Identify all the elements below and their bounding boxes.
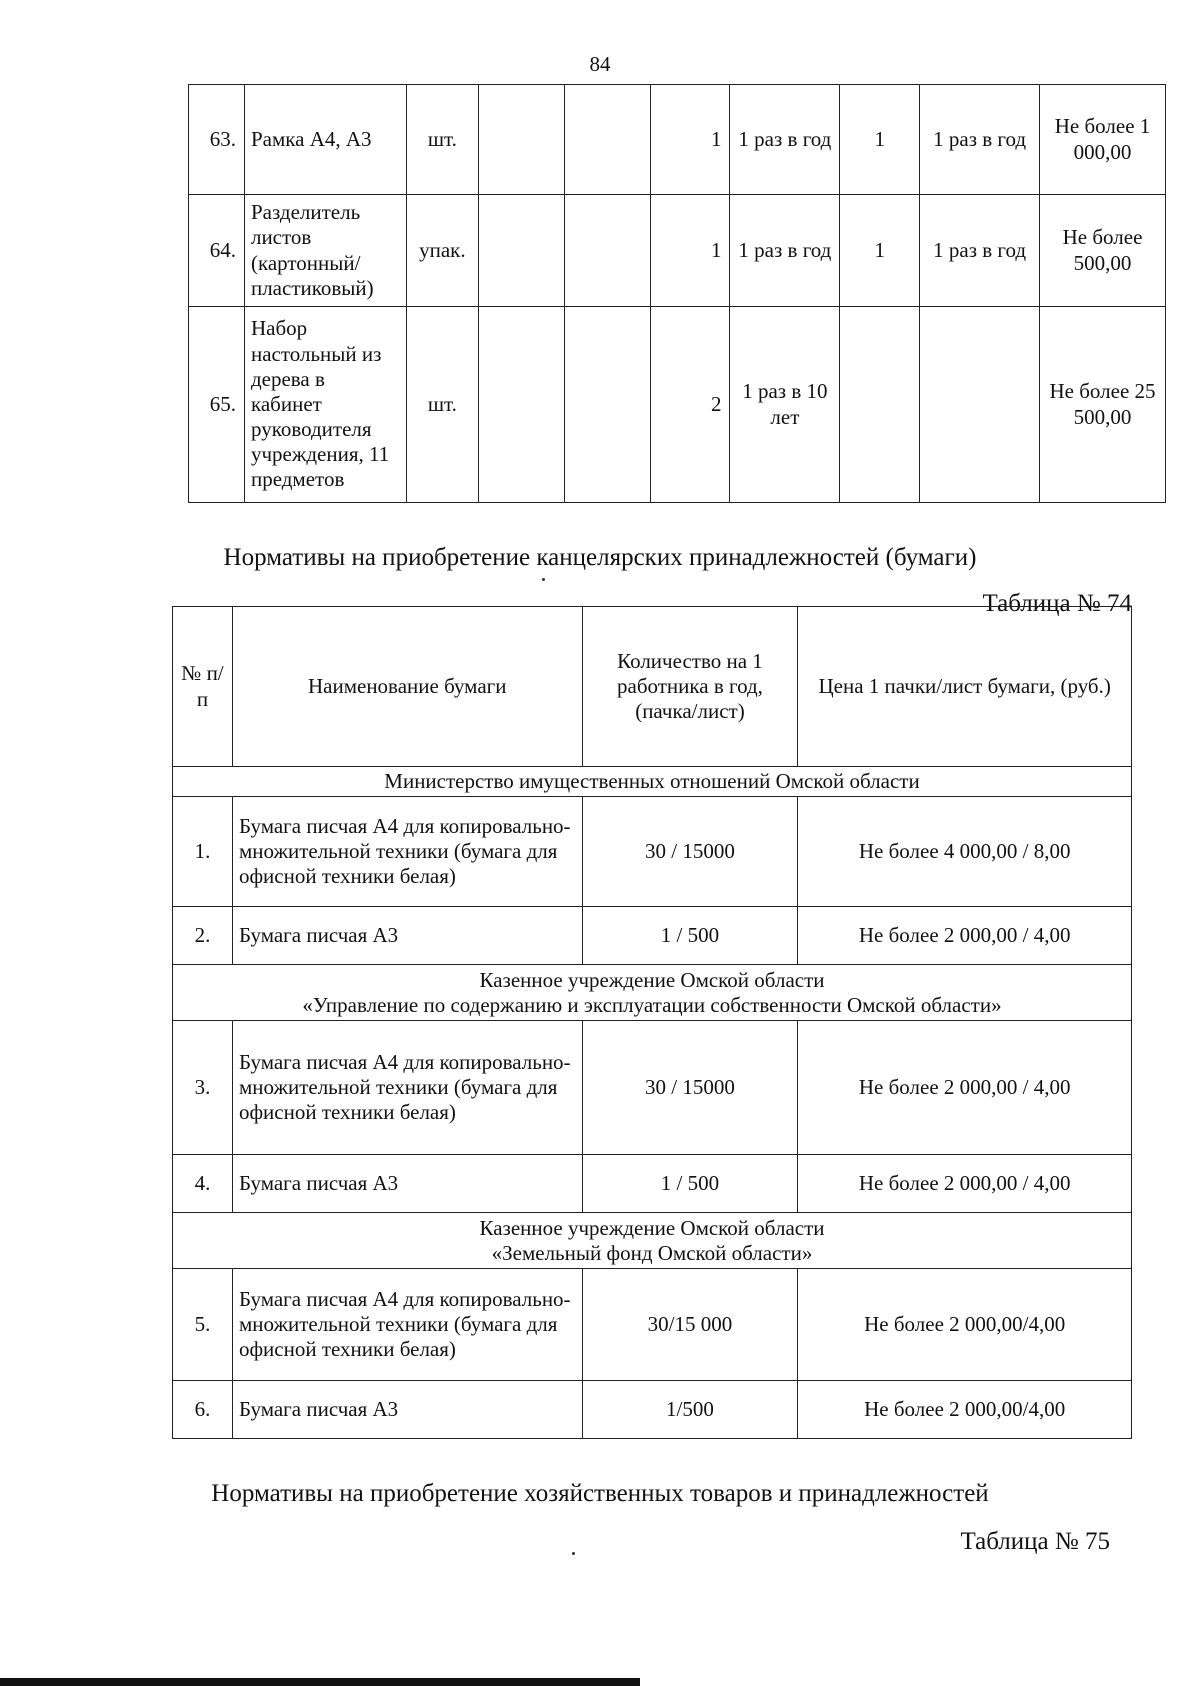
item-name: Рамка А4, А3 bbox=[244, 85, 406, 195]
item-price: Не более 25 500,00 bbox=[1040, 307, 1166, 503]
column-header-quantity: Количество на 1 работника в год, (пачка/лист) bbox=[582, 607, 798, 767]
scan-speck bbox=[542, 578, 545, 581]
group-title bbox=[173, 767, 1132, 797]
table-row bbox=[173, 1269, 1132, 1381]
table-number-75: Таблица № 75 bbox=[960, 1528, 1110, 1555]
row-number: 5. bbox=[173, 1269, 233, 1381]
item-price: Не более 500,00 bbox=[1040, 195, 1166, 307]
paper-name: Бумага писчая А3 bbox=[232, 1381, 582, 1439]
empty-cell bbox=[478, 195, 564, 307]
scan-speck bbox=[572, 1552, 575, 1555]
group-title-line: «Земельный фонд Омской области» bbox=[491, 1240, 813, 1265]
row-number: 3. bbox=[173, 1021, 233, 1155]
group-title-line: «Управление по содержанию и эксплуатации собственности Омской области» bbox=[302, 992, 1002, 1017]
row-number: 6. bbox=[173, 1381, 233, 1439]
table-header-row bbox=[173, 607, 1132, 767]
scan-edge bbox=[0, 1678, 640, 1686]
group-row bbox=[173, 767, 1132, 797]
page-number: 84 bbox=[589, 52, 611, 76]
item-quantity: 1 bbox=[650, 195, 730, 307]
item-period: 1 раз в год bbox=[730, 195, 840, 307]
item-quantity: 1 bbox=[650, 85, 730, 195]
paper-name: Бумага писчая А4 для копировально-множительной техники (бумага для офисной техники белая) bbox=[232, 1269, 582, 1381]
paper-name: Бумага писчая А4 для копировально-множительной техники (бумага для офисной техники белая) bbox=[232, 1021, 582, 1155]
row-number: 2. bbox=[173, 907, 233, 965]
row-number: 4. bbox=[173, 1155, 233, 1213]
paper-price: Не более 2 000,00/4,00 bbox=[798, 1381, 1132, 1439]
group-row bbox=[173, 1213, 1132, 1269]
group-title bbox=[173, 1213, 1132, 1269]
item-name: Разделитель листов (картонный/ пластиковый) bbox=[244, 195, 406, 307]
table-row bbox=[173, 907, 1132, 965]
item-period bbox=[920, 307, 1040, 503]
item-period: 1 раз в год bbox=[920, 85, 1040, 195]
paper-name: Бумага писчая А3 bbox=[232, 1155, 582, 1213]
table-row bbox=[173, 1155, 1132, 1213]
item-quantity: 2 bbox=[650, 307, 730, 503]
paper-quantity: 1 / 500 bbox=[582, 1155, 798, 1213]
item-unit: шт. bbox=[406, 307, 478, 503]
row-number: 65. bbox=[189, 307, 245, 503]
column-header-number: № п/п bbox=[173, 607, 233, 767]
paper-norms-table bbox=[172, 606, 1132, 1439]
table-row bbox=[189, 195, 1166, 307]
empty-cell bbox=[564, 195, 650, 307]
section-heading-paper: Нормативы на приобретение канцелярских принадлежностей (бумаги) bbox=[223, 544, 977, 571]
empty-cell bbox=[478, 307, 564, 503]
empty-cell bbox=[478, 85, 564, 195]
table-row bbox=[189, 307, 1166, 503]
row-number: 63. bbox=[189, 85, 245, 195]
item-period: 1 раз в год bbox=[730, 85, 840, 195]
item-period: 1 раз в год bbox=[920, 195, 1040, 307]
item-quantity: 1 bbox=[840, 195, 920, 307]
paper-quantity: 30 / 15000 bbox=[582, 797, 798, 907]
table-row bbox=[189, 85, 1166, 195]
paper-price: Не более 2 000,00 / 4,00 bbox=[798, 1155, 1132, 1213]
row-number: 64. bbox=[189, 195, 245, 307]
group-title-line: Казенное учреждение Омской области bbox=[479, 1215, 825, 1240]
row-number: 1. bbox=[173, 797, 233, 907]
paper-quantity: 30/15 000 bbox=[582, 1269, 798, 1381]
item-name: Набор настольный из дерева в кабинет руководителя учреждения, 11 предметов bbox=[244, 307, 406, 503]
paper-name: Бумага писчая А3 bbox=[232, 907, 582, 965]
previous-table bbox=[188, 84, 1166, 503]
group-title-line: Казенное учреждение Омской области bbox=[479, 967, 825, 992]
table-number-74: Таблица № 74 bbox=[982, 590, 1132, 617]
paper-price: Не более 2 000,00 / 4,00 bbox=[798, 1021, 1132, 1155]
group-title bbox=[173, 965, 1132, 1021]
item-quantity: 1 bbox=[840, 85, 920, 195]
paper-price: Не более 2 000,00 / 4,00 bbox=[798, 907, 1132, 965]
group-row bbox=[173, 965, 1132, 1021]
column-header-name: Наименование бумаги bbox=[232, 607, 582, 767]
group-title-line: Министерство имущественных отношений Омской области bbox=[384, 769, 920, 793]
empty-cell bbox=[564, 85, 650, 195]
paper-quantity: 1/500 bbox=[582, 1381, 798, 1439]
paper-quantity: 30 / 15000 bbox=[582, 1021, 798, 1155]
table-row bbox=[173, 1381, 1132, 1439]
table-row bbox=[173, 797, 1132, 907]
column-header-price: Цена 1 пачки/лист бумаги, (руб.) bbox=[798, 607, 1132, 767]
item-unit: шт. bbox=[406, 85, 478, 195]
empty-cell bbox=[564, 307, 650, 503]
table-row bbox=[173, 1021, 1132, 1155]
item-period: 1 раз в 10 лет bbox=[730, 307, 840, 503]
paper-price: Не более 4 000,00 / 8,00 bbox=[798, 797, 1132, 907]
paper-name: Бумага писчая А4 для копировально-множительной техники (бумага для офисной техники белая) bbox=[232, 797, 582, 907]
item-unit: упак. bbox=[406, 195, 478, 307]
item-price: Не более 1 000,00 bbox=[1040, 85, 1166, 195]
item-quantity bbox=[840, 307, 920, 503]
paper-price: Не более 2 000,00/4,00 bbox=[798, 1269, 1132, 1381]
paper-quantity: 1 / 500 bbox=[582, 907, 798, 965]
section-heading-household: Нормативы на приобретение хозяйственных товаров и принадлежностей bbox=[211, 1480, 989, 1507]
